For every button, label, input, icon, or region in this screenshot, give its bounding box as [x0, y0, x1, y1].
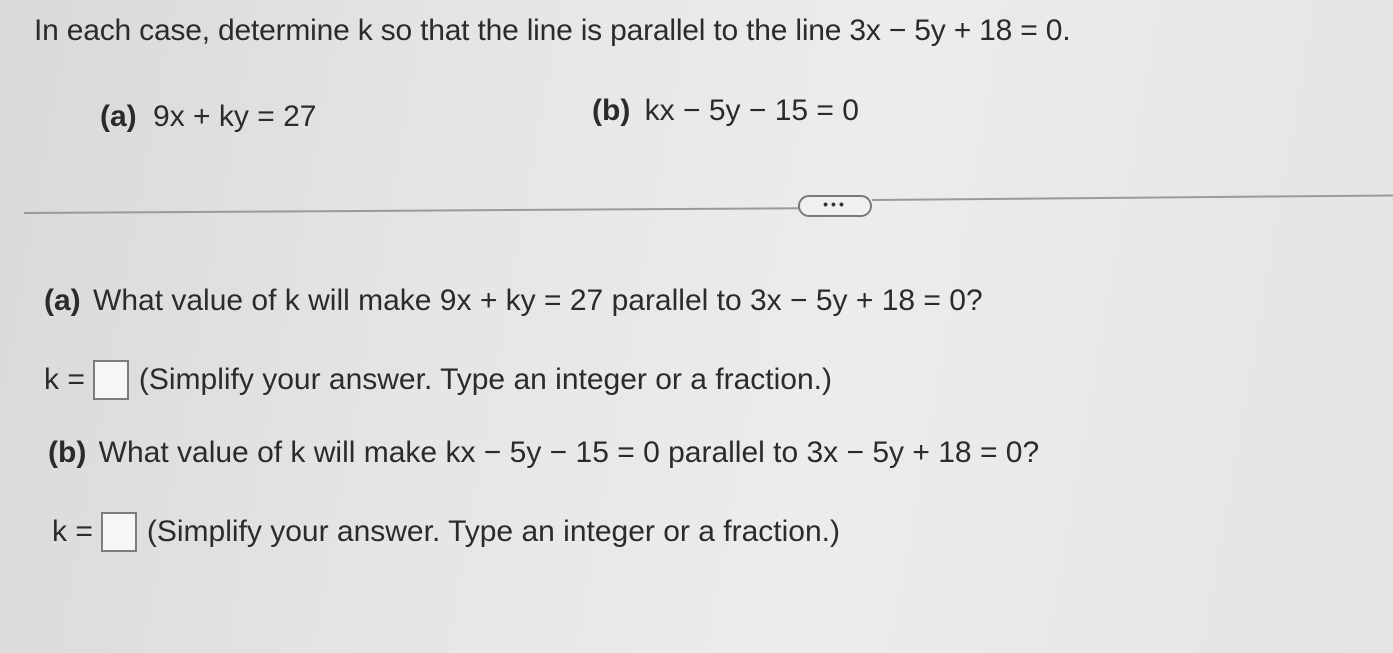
subproblem-a: [100, 100, 316, 134]
answer-b-prefix: k =: [52, 515, 93, 548]
answer-row-a: [44, 360, 832, 400]
answer-b-input[interactable]: [101, 512, 137, 552]
question-a-label: (a): [44, 284, 81, 317]
section-divider: [24, 207, 800, 214]
answer-a-prefix: k =: [44, 363, 85, 396]
answer-row-b: [52, 512, 840, 552]
answer-b-hint: (Simplify your answer. Type an integer or a fraction.): [146, 515, 840, 548]
answer-a-hint: (Simplify your answer. Type an integer or a fraction.): [138, 363, 832, 396]
question-b: [48, 436, 1039, 470]
question-a-text: What value of k will make 9x + ky = 27 parallel to 3x − 5y + 18 = 0?: [93, 284, 983, 317]
section-divider: [872, 194, 1393, 201]
question-b-text: What value of k will make kx − 5y − 15 = 0 parallel to 3x − 5y + 18 = 0?: [98, 436, 1040, 469]
problem-prompt: In each case, determine k so that the line is parallel to the line 3x − 5y + 18 = 0.: [34, 14, 1071, 47]
question-b-label: (b): [48, 436, 87, 469]
subproblem-b: [592, 94, 859, 128]
subproblem-b-label: (b): [592, 94, 631, 127]
question-a: [44, 284, 983, 318]
subproblem-a-equation: 9x + ky = 27: [153, 100, 317, 133]
answer-a-input[interactable]: [93, 360, 129, 400]
subproblem-a-label: (a): [100, 100, 137, 133]
ellipsis-icon: •••: [823, 196, 847, 212]
show-more-button[interactable]: [798, 195, 872, 217]
subproblem-b-equation: kx − 5y − 15 = 0: [644, 94, 859, 127]
